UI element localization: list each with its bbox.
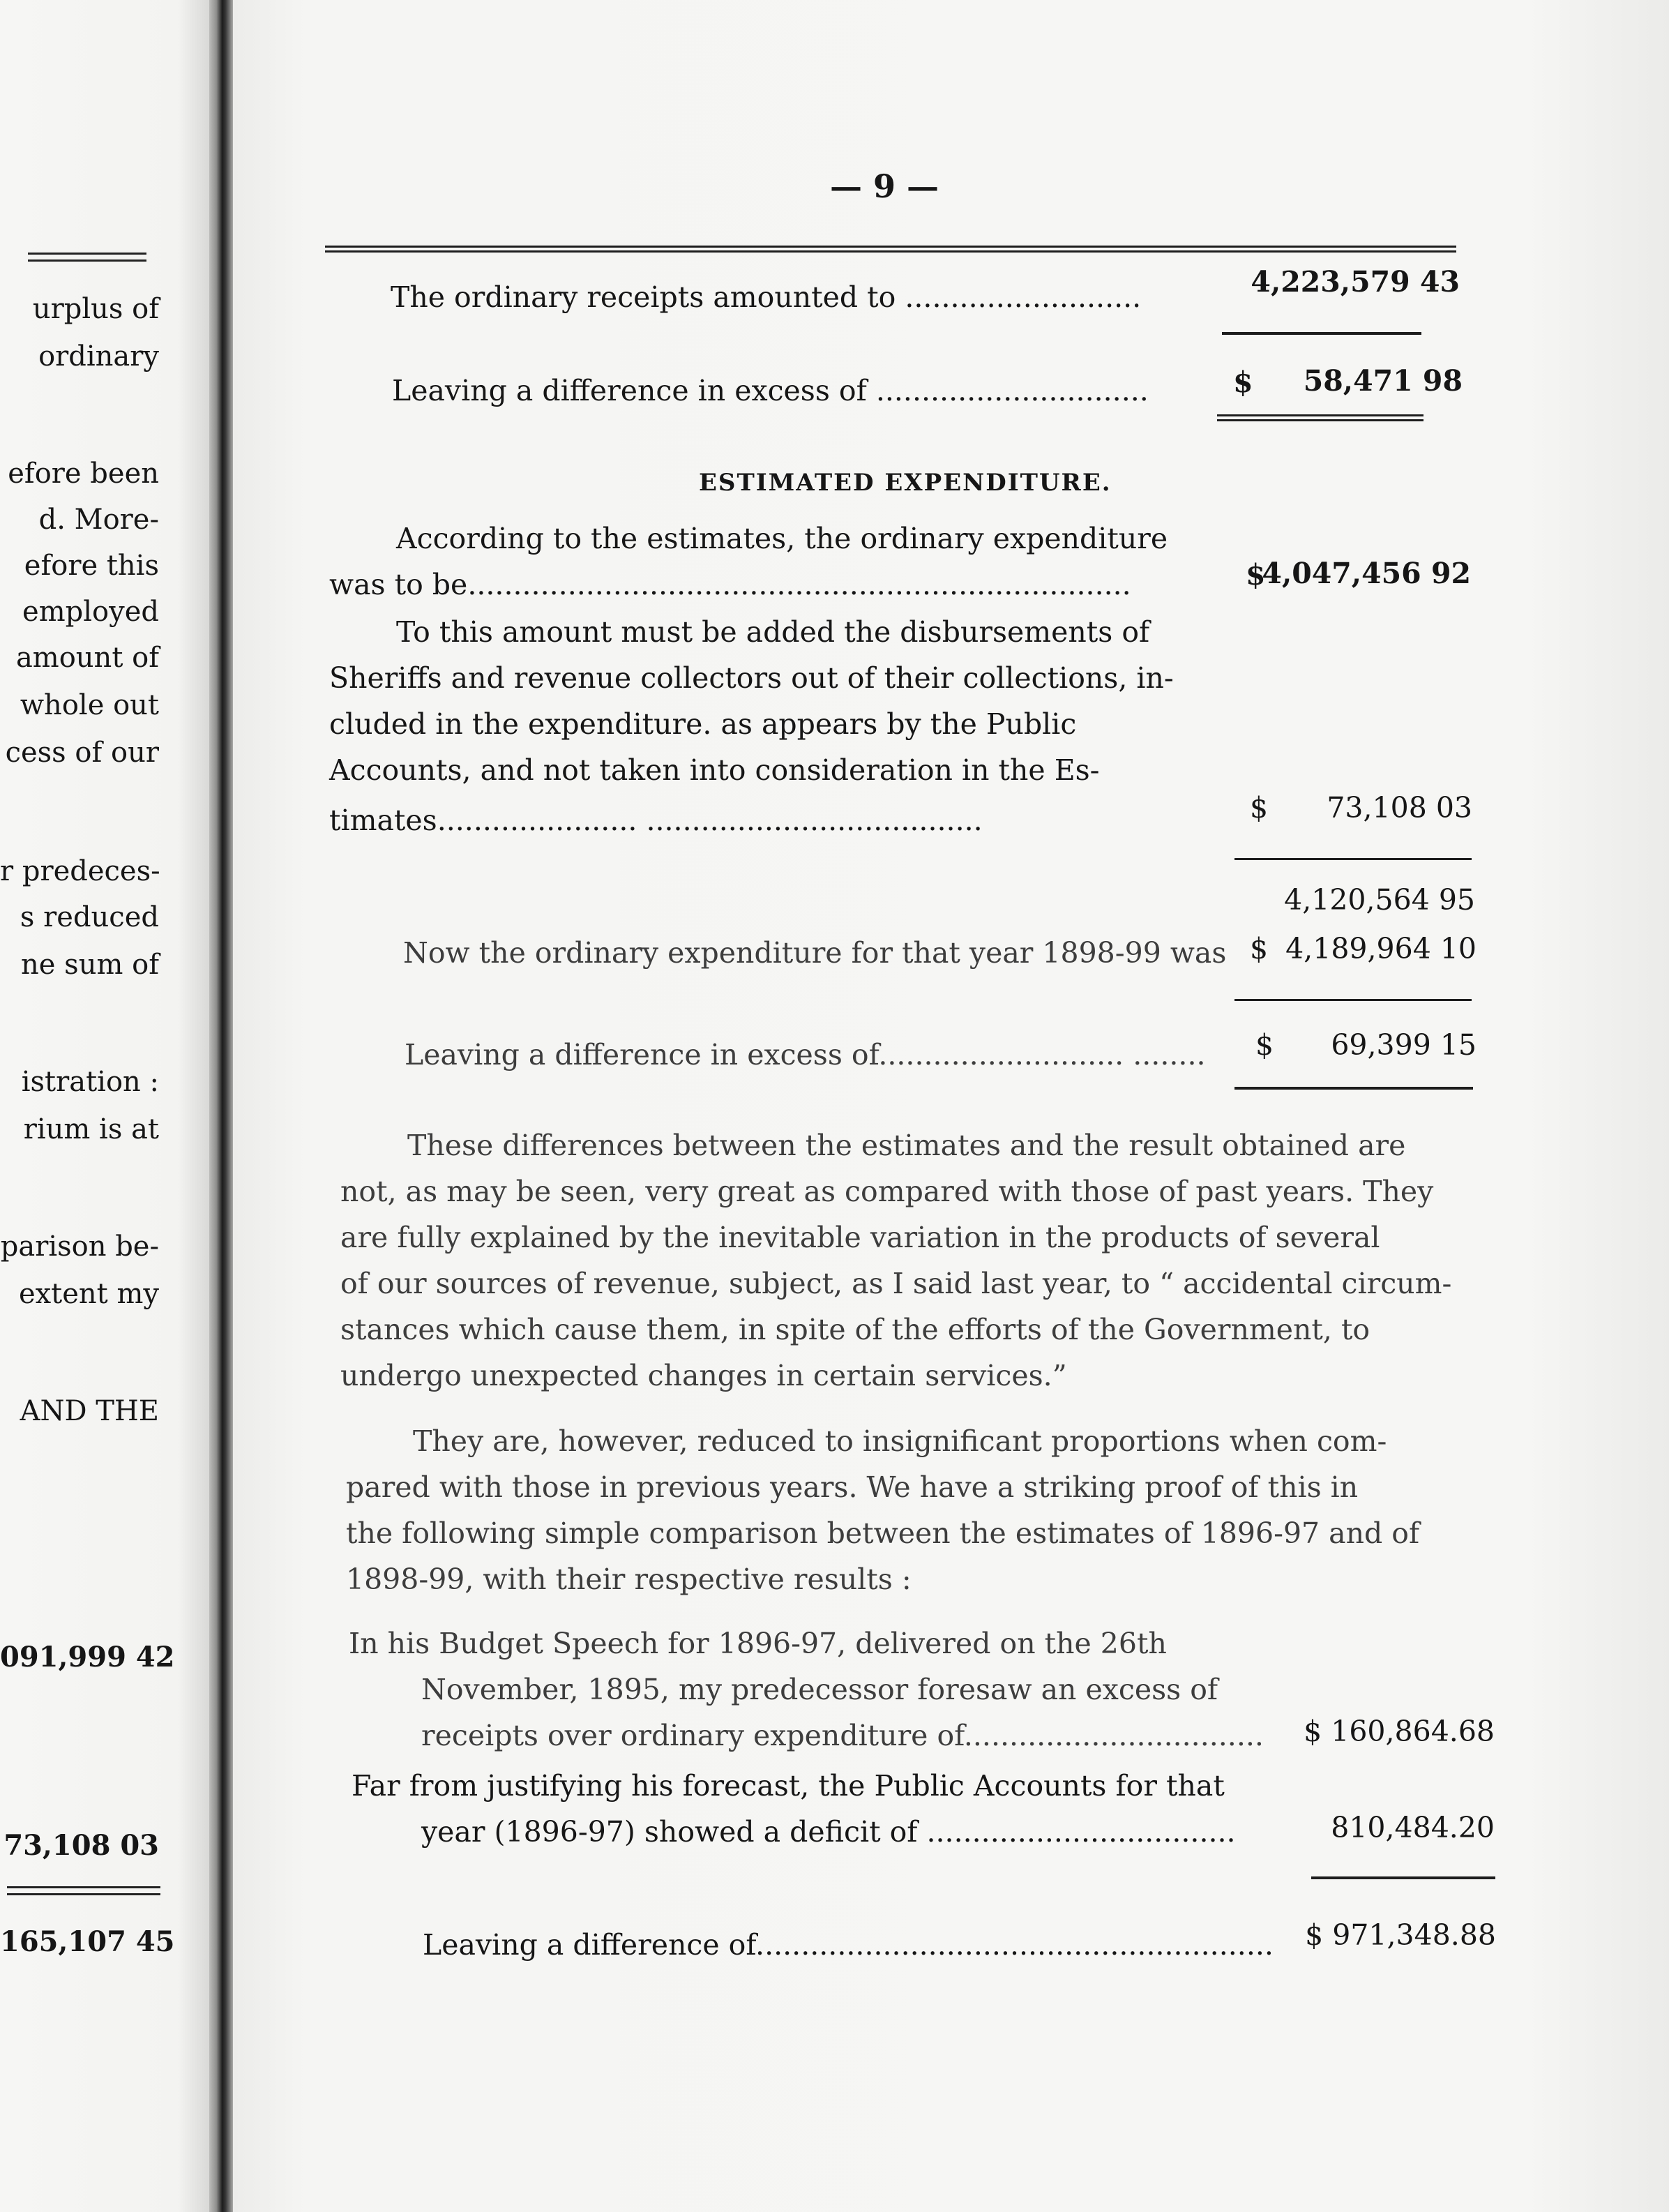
receipts-amount: 4,223,579 43 [1251,265,1460,299]
left-rule [7,1893,160,1895]
left-text-line: ne sum of [21,949,159,981]
para1-line: of our sources of revenue, subject, as I said last year, to “ accidental circum- [340,1267,1452,1300]
total-rule [1234,1087,1473,1090]
left-amount: 73,108 03 [3,1829,159,1862]
disbursements-line: Accounts, and not taken into consideration in the Es- [329,753,1100,787]
difference1-currency: $ [1233,366,1253,399]
para2-line: pared with those in previous years. We have a striking proof of this in [346,1470,1359,1504]
difference3-label: Leaving a difference of......................................................... [423,1928,1274,1962]
header-rule [325,246,1456,253]
estimates-line: According to the estimates, the ordinary expenditure [396,522,1168,555]
left-text-line: urplus of [32,293,159,325]
para1-line: not, as may be seen, very great as compared with those of past years. They [340,1175,1434,1208]
page-number: — 9 — [830,167,939,205]
difference2-amount: 69,399 15 [1331,1028,1477,1062]
disbursements-amount: 73,108 03 [1327,791,1472,825]
para1-line: stances which cause them, in spite of the efforts of the Government, to [340,1313,1370,1346]
difference3-amount: $ 971,348.88 [1305,1918,1496,1952]
left-rule [7,1886,160,1888]
budget-line: In his Budget Speech for 1896-97, delivered on the 26th [349,1627,1167,1660]
book-spine [209,0,233,2212]
sum-rule [1311,1876,1495,1879]
actual-currency: $ [1250,932,1269,965]
left-text-line: efore this [24,550,159,582]
difference2-label: Leaving a difference in excess of........................... ........ [405,1038,1206,1071]
subtotal-amount: 4,120,564 95 [1284,883,1475,917]
difference1-amount: 58,471 98 [1303,364,1463,398]
budget-amount: $ 160,864.68 [1304,1715,1495,1748]
total-rule [1217,414,1423,421]
deficit-line: Far from justifying his forecast, the Public Accounts for that [352,1769,1225,1803]
left-text-line: employed [22,596,159,628]
left-text-line: AND THE [20,1395,159,1427]
left-text-line: istration : [21,1066,159,1098]
para2-line: the following simple comparison between the estimates of 1896-97 and of [346,1517,1420,1550]
right-page [233,0,1669,2212]
left-page-fragment [0,0,209,2212]
left-text-line: s reduced [20,901,159,933]
left-text-line: r predeces- [0,855,160,887]
para2-line: 1898-99, with their respective results : [346,1563,912,1596]
disbursements-line: To this amount must be added the disbursements of [396,615,1150,649]
left-text-line: efore been [8,458,159,490]
para1-line: These differences between the estimates and the result obtained are [407,1129,1406,1162]
para2-line: They are, however, reduced to insignificant proportions when com- [413,1424,1387,1458]
disbursements-line: timates...................... ..................................... [329,804,983,837]
left-text-line: cess of our [5,737,159,769]
left-amount: 165,107 45 [0,1925,175,1958]
left-text-line: amount of [15,642,159,674]
actual-label: Now the ordinary expenditure for that year 1898-99 was [403,936,1227,970]
left-amount: 091,999 42 [0,1641,175,1673]
actual-amount: 4,189,964 10 [1285,932,1477,965]
deficit-amount: 810,484.20 [1331,1811,1495,1844]
para1-line: are fully explained by the inevitable variation in the products of several [340,1221,1380,1254]
section-heading: ESTIMATED EXPENDITURE. [699,469,1112,497]
disbursements-line: cluded in the expenditure. as appears by the Public [329,707,1077,741]
left-text-line: extent my [18,1278,159,1310]
sum-rule [1234,999,1472,1001]
left-rule [28,253,146,255]
estimates-amount: 4,047,456 92 [1262,557,1471,590]
left-text-line: ordinary [38,340,159,373]
budget-line: November, 1895, my predecessor foresaw an excess of [421,1673,1218,1706]
deficit-line: year (1896-97) showed a deficit of .................................. [421,1815,1236,1849]
para1-line: undergo unexpected changes in certain services.” [340,1359,1067,1392]
left-text-line: rium is at [23,1113,159,1145]
difference1-label: Leaving a difference in excess of .............................. [392,374,1149,407]
left-text-line: parison be- [0,1231,159,1263]
estimates-currency: $ [1246,558,1266,592]
left-text-line: d. More- [38,504,159,536]
estimates-line: was to be......................................................................... [329,568,1131,601]
difference2-currency: $ [1255,1028,1274,1062]
disbursements-line: Sheriffs and revenue collectors out of their collections, in- [329,661,1174,695]
disbursements-currency: $ [1250,791,1269,825]
left-text-line: whole out [20,689,159,721]
receipts-label: The ordinary receipts amounted to .......................... [391,280,1142,314]
budget-line: receipts over ordinary expenditure of................................. [421,1719,1264,1752]
sum-rule [1222,332,1421,335]
sum-rule [1234,858,1472,860]
left-rule [28,259,146,262]
